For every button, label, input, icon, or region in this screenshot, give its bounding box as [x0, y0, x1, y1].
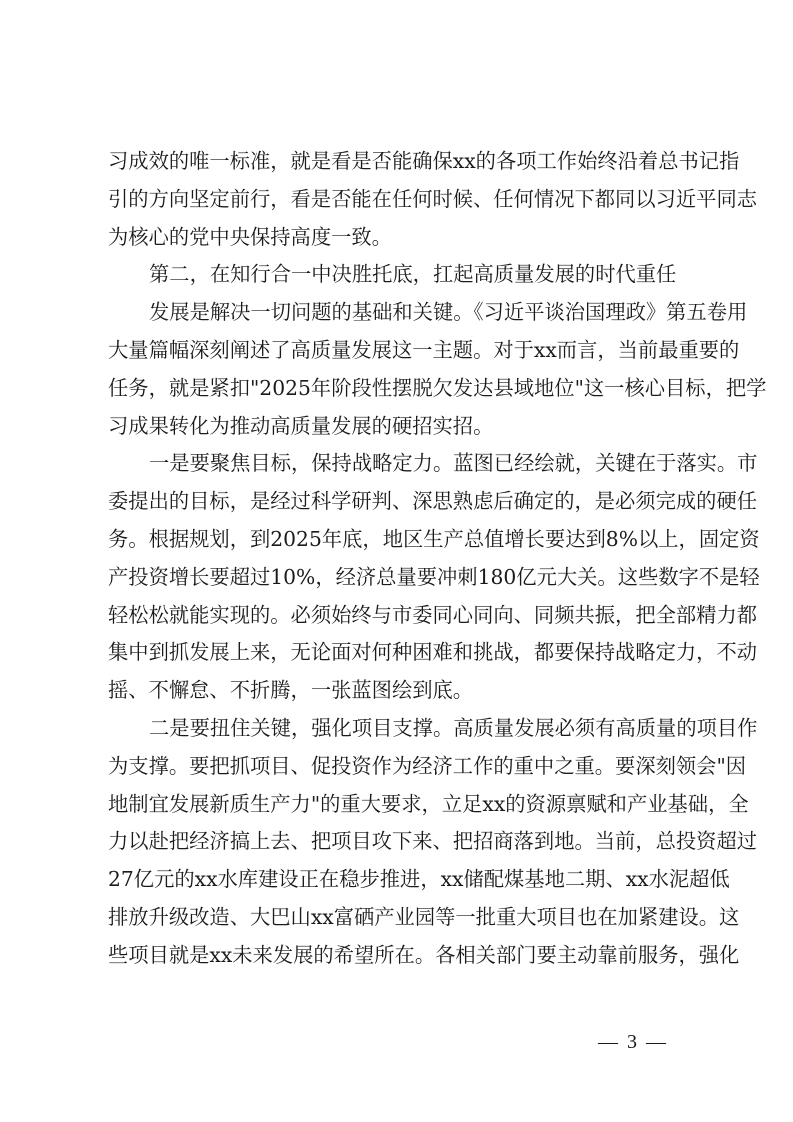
document-body [108, 143, 767, 975]
text-line: 排放升级改造、大巴山xx富硒产业园等一批重大项目也在加紧建设。这 [108, 904, 740, 929]
text-line: 务。根据规划，到2025年底，地区生产总值增长要达到8%以上，固定资 [108, 526, 760, 551]
text-line: 为核心的党中央保持高度一致。 [108, 224, 392, 249]
text-line: 委提出的目标，是经过科学研判、深思熟虑后确定的，是必须完成的硬任 [108, 489, 758, 514]
text-line: 大量篇幅深刻阐述了高质量发展这一主题。对于xx而言，当前最重要的 [108, 337, 740, 362]
text-line: 为支撑。要把抓项目、促投资作为经济工作的重中之重。要深刻领会"因 [108, 753, 747, 778]
text-line: 一是要聚焦目标，保持战略定力。蓝图已经绘就，关键在于落实。市 [149, 451, 758, 476]
text-line: 二是要扭住关键，强化项目支撑。高质量发展必须有高质量的项目作 [149, 715, 758, 740]
text-line: 任务，就是紧扣"2025年阶段性摆脱欠发达县域地位"这一核心目标，把学 [108, 375, 767, 400]
text-line: 些项目就是xx未来发展的希望所在。各相关部门要主动靠前服务，强化 [108, 942, 740, 967]
text-line: 第二，在知行合一中决胜托底，扛起高质量发展的时代重任 [149, 262, 677, 287]
text-line: 地制宜发展新质生产力"的重大要求，立足xx的资源禀赋和产业基础，全 [108, 791, 749, 816]
text-line: 集中到抓发展上来，无论面对何种困难和挑战，都要保持战略定力，不动 [108, 640, 758, 665]
text-line: 27亿元的xx水库建设正在稳步推进，xx储配煤基地二期、xx水泥超低 [108, 867, 730, 892]
text-line: 发展是解决一切问题的基础和关键。《习近平谈治国理政》第五卷用 [149, 300, 748, 325]
text-line: 引的方向坚定前行，看是否能在任何时候、任何情况下都同以习近平同志 [108, 186, 758, 211]
text-line: 习成效的唯一标准，就是看是否能确保xx的各项工作始终沿着总书记指 [108, 149, 740, 173]
text-line: 摇、不懈怠、不折腾，一张蓝图绘到底。 [108, 678, 474, 703]
text-line: 习成果转化为推动高质量发展的硬招实招。 [108, 413, 494, 438]
text-line: 轻松松就能实现的。必须始终与市委同心同向、同频共振，把全部精力都 [108, 602, 758, 627]
text-line: 力以赴把经济搞上去、把项目攻下来、把招商落到地。当前，总投资超过 [108, 829, 758, 854]
page-number: — 3 — [598, 1031, 668, 1053]
text-line: 产投资增长要超过10%，经济总量要冲刺180亿元大关。这些数字不是轻 [108, 564, 760, 589]
